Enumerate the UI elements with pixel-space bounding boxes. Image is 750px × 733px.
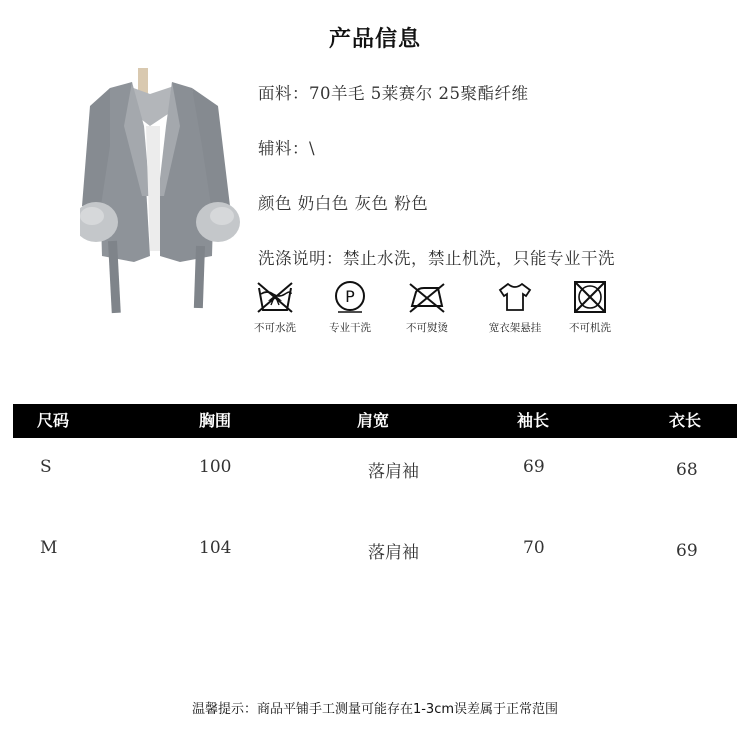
care-hanger-dry <box>480 280 550 335</box>
cell-sleeve: 70 <box>523 538 545 558</box>
header-size: 尺码 <box>37 411 70 430</box>
no-iron-icon <box>406 280 448 314</box>
care-no-machine-wash <box>555 280 625 335</box>
accessory-info: 辅料：\ <box>258 139 316 158</box>
measurement-note: 温馨提示：商品平铺手工测量可能存在1-3cm误差属于正常范围 <box>191 702 559 717</box>
cell-length: 68 <box>676 460 698 480</box>
care-label: 不可机洗 <box>569 322 611 334</box>
care-label: 不可熨烫 <box>406 322 448 334</box>
care-no-water-wash <box>240 280 310 335</box>
no-water-wash-icon <box>255 280 295 314</box>
header-length: 衣长 <box>669 411 702 430</box>
cell-chest: 100 <box>199 457 232 477</box>
care-professional-dry-clean <box>315 280 385 335</box>
svg-text:P: P <box>345 287 355 306</box>
coat-product-image <box>80 66 240 318</box>
cell-chest: 104 <box>199 538 232 558</box>
fabric-info: 面料：70羊毛 5莱赛尔 25聚酯纤维 <box>258 84 529 103</box>
cell-size: S <box>40 457 52 477</box>
color-info: 颜色 奶白色 灰色 粉色 <box>258 194 429 213</box>
care-label: 不可水洗 <box>254 322 296 334</box>
header-shoulder: 肩宽 <box>357 411 390 430</box>
cell-shoulder: 落肩袖 <box>368 543 419 563</box>
care-label: 专业干洗 <box>329 322 371 334</box>
header-sleeve: 袖长 <box>517 411 550 430</box>
cell-sleeve: 69 <box>523 457 545 477</box>
no-machine-wash-icon <box>572 280 608 314</box>
cell-length: 69 <box>676 541 698 561</box>
cell-size: M <box>40 538 58 558</box>
professional-dry-clean-icon <box>332 280 368 314</box>
hanger-dry-icon <box>496 280 534 314</box>
washing-info: 洗涤说明：禁止水洗，禁止机洗，只能专业干洗 <box>258 249 615 268</box>
care-no-iron <box>392 280 462 335</box>
cell-shoulder: 落肩袖 <box>368 462 419 482</box>
size-table-header <box>13 404 737 438</box>
header-chest: 胸围 <box>199 411 232 430</box>
care-label: 宽衣架悬挂 <box>488 322 542 334</box>
page-title: 产品信息 <box>328 27 421 52</box>
